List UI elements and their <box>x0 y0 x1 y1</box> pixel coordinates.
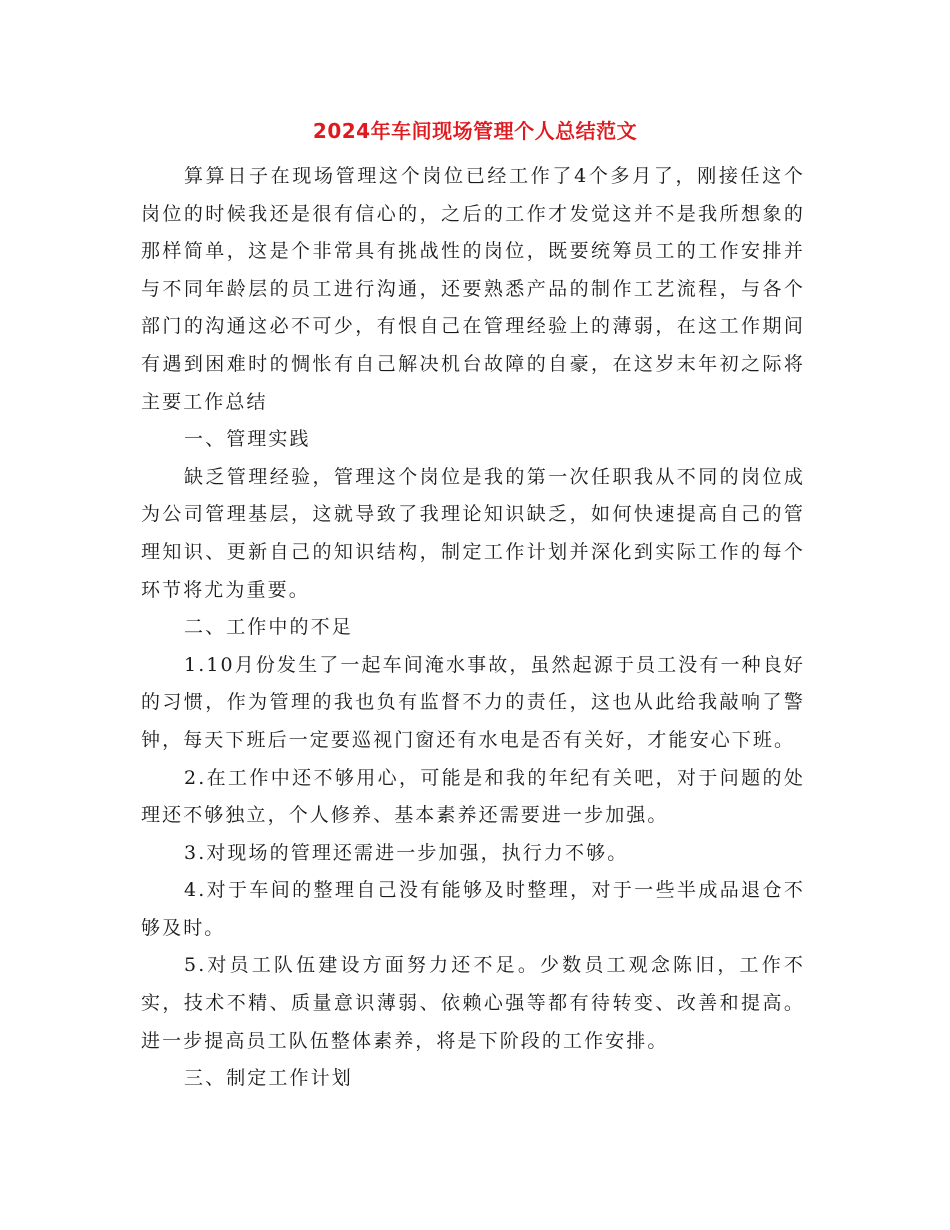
document-title: 2024年车间现场管理个人总结范文 <box>312 119 638 143</box>
document-body <box>141 158 805 1098</box>
paragraph-intro: 算算日子在现场管理这个岗位已经工作了4个多月了，刚接任这个岗位的时候我还是很有信心的，之后的工作才发觉这并不是我所想象的那样简单，这是个非常具有挑战性的岗位，既要统筹员工的工作安排并与不同年龄层的员工进行沟通，还要熟悉产品的制作工艺流程，与各个部门的沟通这必不可少，有恨自己在管理经验上的薄弱，在这工作期间有遇到困难时的惆怅有自己解决机台故障的自豪，在这岁末年初之际将主要工作总结 <box>141 165 805 413</box>
paragraph-shortcoming-4: 4.对于车间的整理自己没有能够及时整理，对于一些半成品退仓不够及时。 <box>141 879 805 939</box>
paragraph-shortcoming-3: 3.对现场的管理还需进一步加强，执行力不够。 <box>184 841 629 864</box>
paragraph-shortcoming-1: 1.10月份发生了一起车间淹水事故，虽然起源于员工没有一种良好的习惯，作为管理的我也负有监督不力的责任，这也从此给我敲响了警钟，每天下班后一定要巡视门窗还有水电是否有关好，才能安心下班。 <box>141 653 805 751</box>
paragraph-management-practice: 缺乏管理经验，管理这个岗位是我的第一次任职我从不同的岗位成为公司管理基层，这就导致了我理论知识缺乏，如何快速提高自己的管理知识、更新自己的知识结构，制定工作计划并深化到实际工作的每个环节将尤为重要。 <box>141 465 805 601</box>
heading-work-plan: 三、制定工作计划 <box>184 1067 353 1090</box>
heading-shortcomings: 二、工作中的不足 <box>184 616 353 639</box>
heading-management-practice: 一、管理实践 <box>184 428 311 451</box>
paragraph-shortcoming-2: 2.在工作中还不够用心，可能是和我的年纪有关吧，对于问题的处理还不够独立，个人修养、基本素养还需要进一步加强。 <box>141 766 805 827</box>
paragraph-shortcoming-5: 5.对员工队伍建设方面努力还不足。少数员工观念陈旧，工作不实，技术不精、质量意识薄弱、依赖心强等都有待转变、改善和提高。进一步提高员工队伍整体素养，将是下阶段的工作安排。 <box>141 954 805 1052</box>
